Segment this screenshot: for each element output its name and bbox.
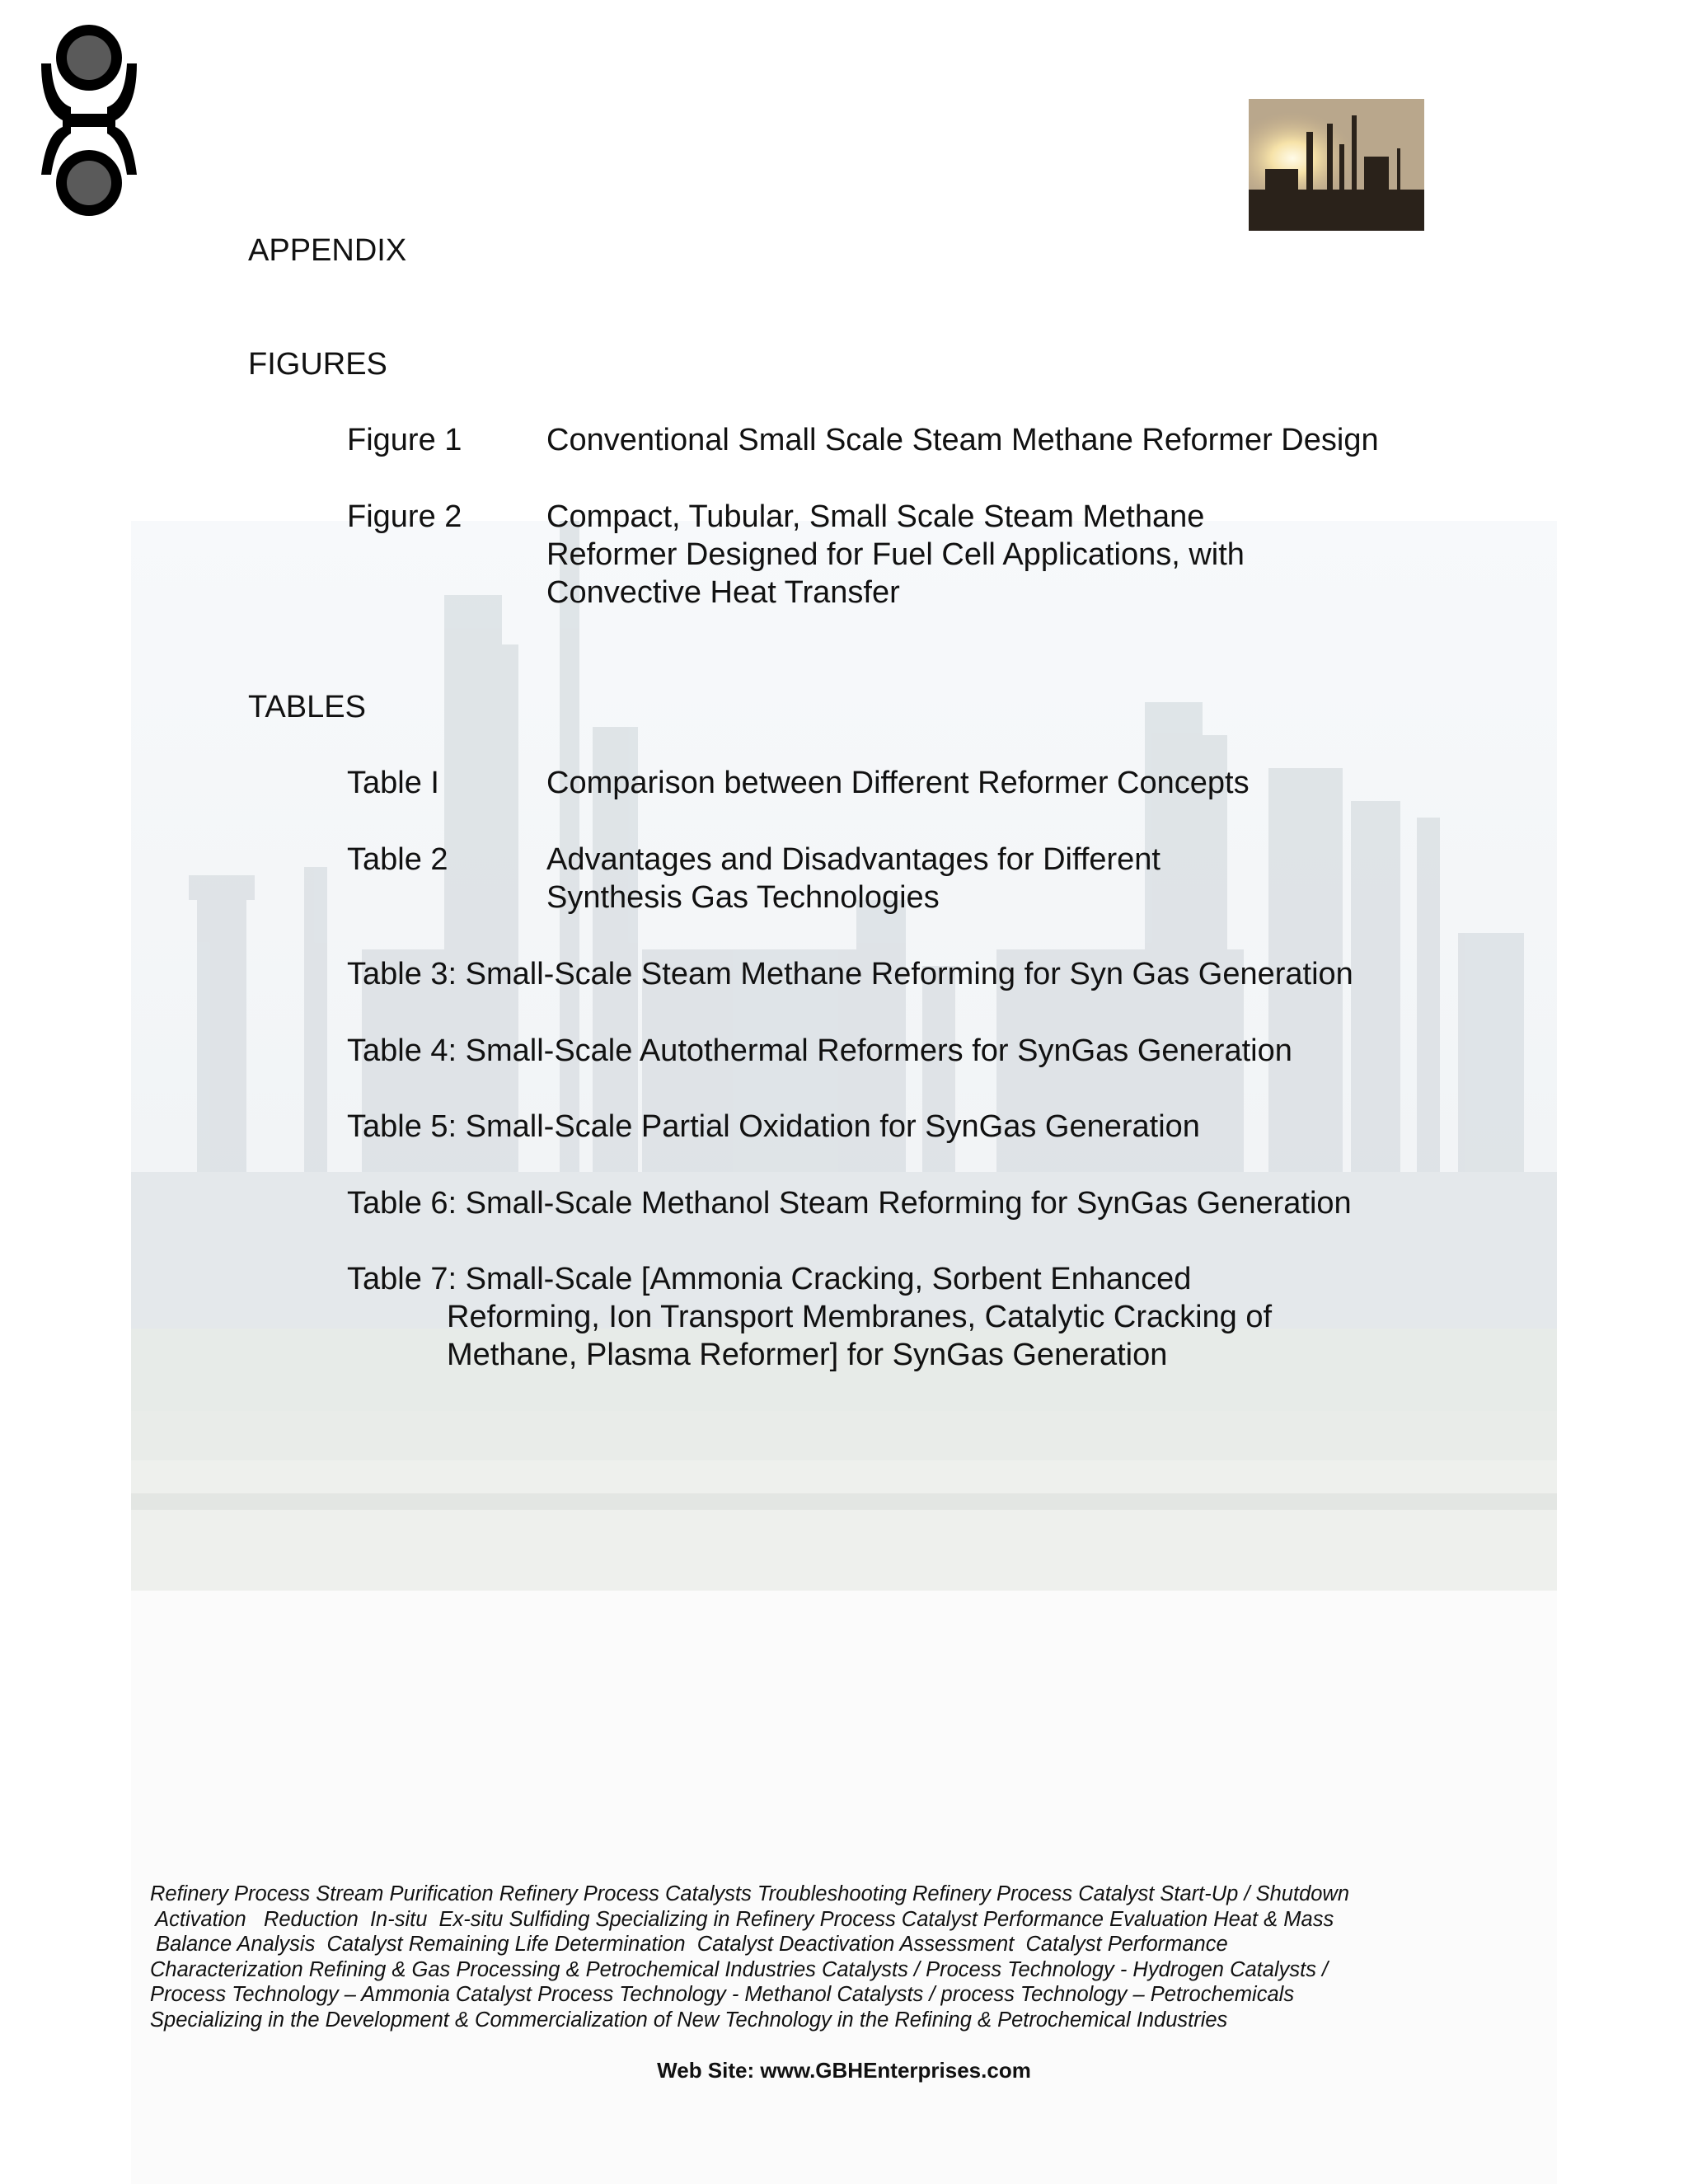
table-1-title: Comparison between Different Reformer Concepts	[546, 766, 1250, 800]
table-1-label: Table I	[347, 766, 439, 800]
table-6-entry: Table 6: Small-Scale Methanol Steam Reforming for SynGas Generation	[347, 1186, 1352, 1221]
table-7-entry-line-3: Methane, Plasma Reformer] for SynGas Generation	[447, 1338, 1168, 1372]
figure-1-label: Figure 1	[347, 423, 462, 457]
tables-heading: TABLES	[248, 690, 366, 724]
table-4-entry: Table 4: Small-Scale Autothermal Reformers for SynGas Generation	[347, 1033, 1292, 1068]
table-2-label: Table 2	[347, 842, 448, 877]
table-7-entry-line-1: Table 7: Small-Scale [Ammonia Cracking, Sorbent Enhanced	[347, 1262, 1192, 1296]
footer-line: Activation Reduction In-situ Ex-situ Sulfiding Specializing in Refinery Process Catalyst Performance Evaluation Heat & Mass	[150, 1907, 1334, 1931]
company-logo	[38, 18, 140, 223]
figures-heading: FIGURES	[248, 347, 387, 382]
figure-1-title: Conventional Small Scale Steam Methane Reformer Design	[546, 423, 1379, 457]
footer-line: Process Technology – Ammonia Catalyst Process Technology - Methanol Catalysts / process Technology – Petrochemicals	[150, 1983, 1295, 2006]
appendix-title: APPENDIX	[248, 233, 407, 268]
footer-line: Balance Analysis Catalyst Remaining Life Determination Catalyst Deactivation Assessment Catalyst Performance	[150, 1933, 1228, 1956]
refinery-sunset-photo	[1249, 99, 1424, 231]
figure-2-title-line-1: Compact, Tubular, Small Scale Steam Methane	[546, 499, 1205, 534]
table-2-title-line-1: Advantages and Disadvantages for Different	[546, 842, 1160, 877]
footer-line: Refinery Process Stream Purification Refinery Process Catalysts Troubleshooting Refinery Process Catalyst Start-Up / Shutdown	[150, 1882, 1350, 1905]
table-2-title-line-2: Synthesis Gas Technologies	[546, 880, 940, 915]
footer-line: Characterization Refining & Gas Processing & Petrochemical Industries Catalysts / Process Technology - Hydrogen Catalysts /	[150, 1957, 1329, 1981]
figure-2-title-line-2: Reformer Designed for Fuel Cell Applications, with	[546, 537, 1245, 572]
footer-services-text	[150, 1882, 1436, 2032]
figure-2-title-line-3: Convective Heat Transfer	[546, 575, 900, 610]
footer-line: Specializing in the Development & Commercialization of New Technology in the Refining & Petrochemical Industries	[150, 2008, 1228, 2032]
table-7-entry-line-2: Reforming, Ion Transport Membranes, Catalytic Cracking of	[447, 1300, 1273, 1334]
table-5-entry: Table 5: Small-Scale Partial Oxidation for SynGas Generation	[347, 1109, 1200, 1144]
figure-2-label: Figure 2	[347, 499, 462, 534]
table-3-entry: Table 3: Small-Scale Steam Methane Reforming for Syn Gas Generation	[347, 957, 1353, 991]
website-link[interactable]: Web Site: www.GBHEnterprises.com	[657, 2058, 1031, 2083]
